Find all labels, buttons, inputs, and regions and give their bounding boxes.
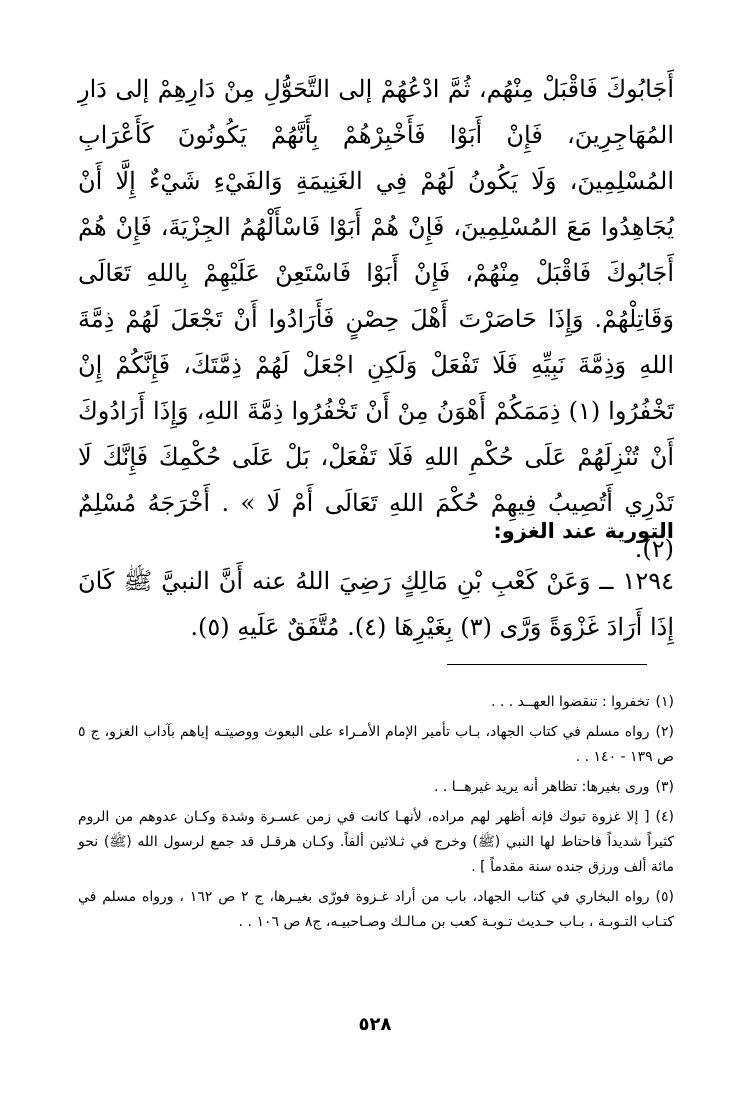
main-text: أَجَابُوكَ فَاقْبَلْ مِنْهُم، ثُمَّ ادْعُهُمْ إلى التَّحَوُّلِ مِنْ دَارِهِمْ إلى دَارِ المُهَاجِرِينَ، فَإِنْ أَبَوْا فَأَخْبِرْهُمْ بِأَنَّهُمْ يَكُونُونَ كَأَعْرَابِ المُسْلِمِينَ، وَلَا يَكُونُ لَهُمْ فِي الغَنِيمَةِ وَالفَيْءِ شَيْءٌ إِلَّا أَنْ يُجَاهِدُوا مَعَ المُسْلِمِينَ، فَإِنْ هُمْ أَبَوْا فَاسْأَلْهُمُ الجِزْيَةَ، فَإِنْ هُمْ أَجَابُوكَ فَاقْبَلْ مِنْهُمْ، فَإِنْ أَبَوْا فَاسْتَعِنْ عَلَيْهِمْ بِاللهِ تَعَالَى وَقَاتِلْهُمْ. وَإِذَا حَاصَرْتَ أَهْلَ حِصْنٍ فَأَرَادُوا أَنْ تَجْعَلَ لَهُمْ ذِمَّةَ اللهِ وَذِمَّةَ نَبِيِّهِ فَلَا تَفْعَلْ وَلَكِنِ اجْعَلْ لَهُمْ ذِمَّتَكَ، فَإِنَّكُمْ إِنْ تَخْفُرُوا (١) ذِمَمَكُمْ أَهْوَنُ مِنْ أَنْ تَخْفُرُوا ذِمَّةَ اللهِ، وَإِذَا أَرَادُوكَ أَنْ تُنْزِلَهُمْ عَلَى حُكْمِ اللهِ فَلَا تَفْعَلْ، بَلْ عَلَى حُكْمِكَ فَإِنَّكَ لَا تَدْرِي أَتُصِيبُ فِيهِمْ حُكْمَ اللهِ تَعَالَى أَمْ لَا » . أَخْرَجَهُ مُسْلِمٌ (٢).	[78, 75, 674, 563]
page-number: ٥٢٨	[358, 1014, 392, 1035]
footnote-divider	[447, 664, 647, 665]
footnote-text: ورى بغيرها: تظاهر أنه يريد غيرهــا . .	[434, 779, 650, 795]
footnote-number: (٤)	[655, 809, 674, 825]
footnote-number: (١)	[655, 694, 674, 710]
footnote-item	[78, 805, 674, 880]
footnote-text: رواه مسلم في كتاب الجهاد، بـاب تأمير الإمام الأمـراء على البعوث ووصيتـه إياهم بآداب الغزو، ج ٥ ص ١٣٩ - ١٤٠ . .	[78, 724, 674, 765]
footnote-number: (٢)	[655, 724, 674, 740]
footnote-item	[78, 720, 674, 770]
section-heading: التورية عند الغزو:	[493, 519, 674, 543]
footnote-item	[78, 885, 674, 935]
footnote-text: تخفروا : تنقضوا العهــد . . .	[490, 694, 650, 710]
footnote-number: (٣)	[655, 779, 674, 795]
footnotes-list	[78, 690, 674, 940]
footnote-number: (٥)	[655, 889, 674, 905]
footnote-text: رواه البخاري في كتاب الجهاد، باب من أراد غـزوة فورّى بغيـرها، ج ٢ ص ١٦٢ ، ورواه مسلم في كتـاب التـوبـة ، بـاب حـديث تـوبـة كعب بن مـالـك وصـاحبيـه، ج٨ ص ١٠٦ . .	[78, 889, 674, 930]
hadith-text: ١٢٩٤ ــ وَعَنْ كَعْبِ بْنِ مَالِكٍ رَضِيَ اللهُ عنه أَنَّ النبيَّ ﷺ كَانَ إِذَا أَرَادَ غَزْوَةً وَرَّى (٣) بِغَيْرِهَا (٤). مُتَّفَقٌ عَلَيهِ (٥).	[78, 567, 674, 641]
footnote-item	[78, 775, 674, 800]
footnote-item	[78, 690, 674, 715]
footnote-text: [ إلا غزوة تبوك فإنه أظهر لهم مراده، لأنهـا كانت في زمن عسـرة وشدة وكـان عدوهم من الروم كثيراً شديداً فاحتاط لها النبي (ﷺ) وخرج في ثـلاثين ألفاً. وكـان هرقـل قد جمع لرسول الله (ﷺ) نحو مائة ألف ورزق جنده سنة مقدماً ] .	[78, 809, 674, 875]
